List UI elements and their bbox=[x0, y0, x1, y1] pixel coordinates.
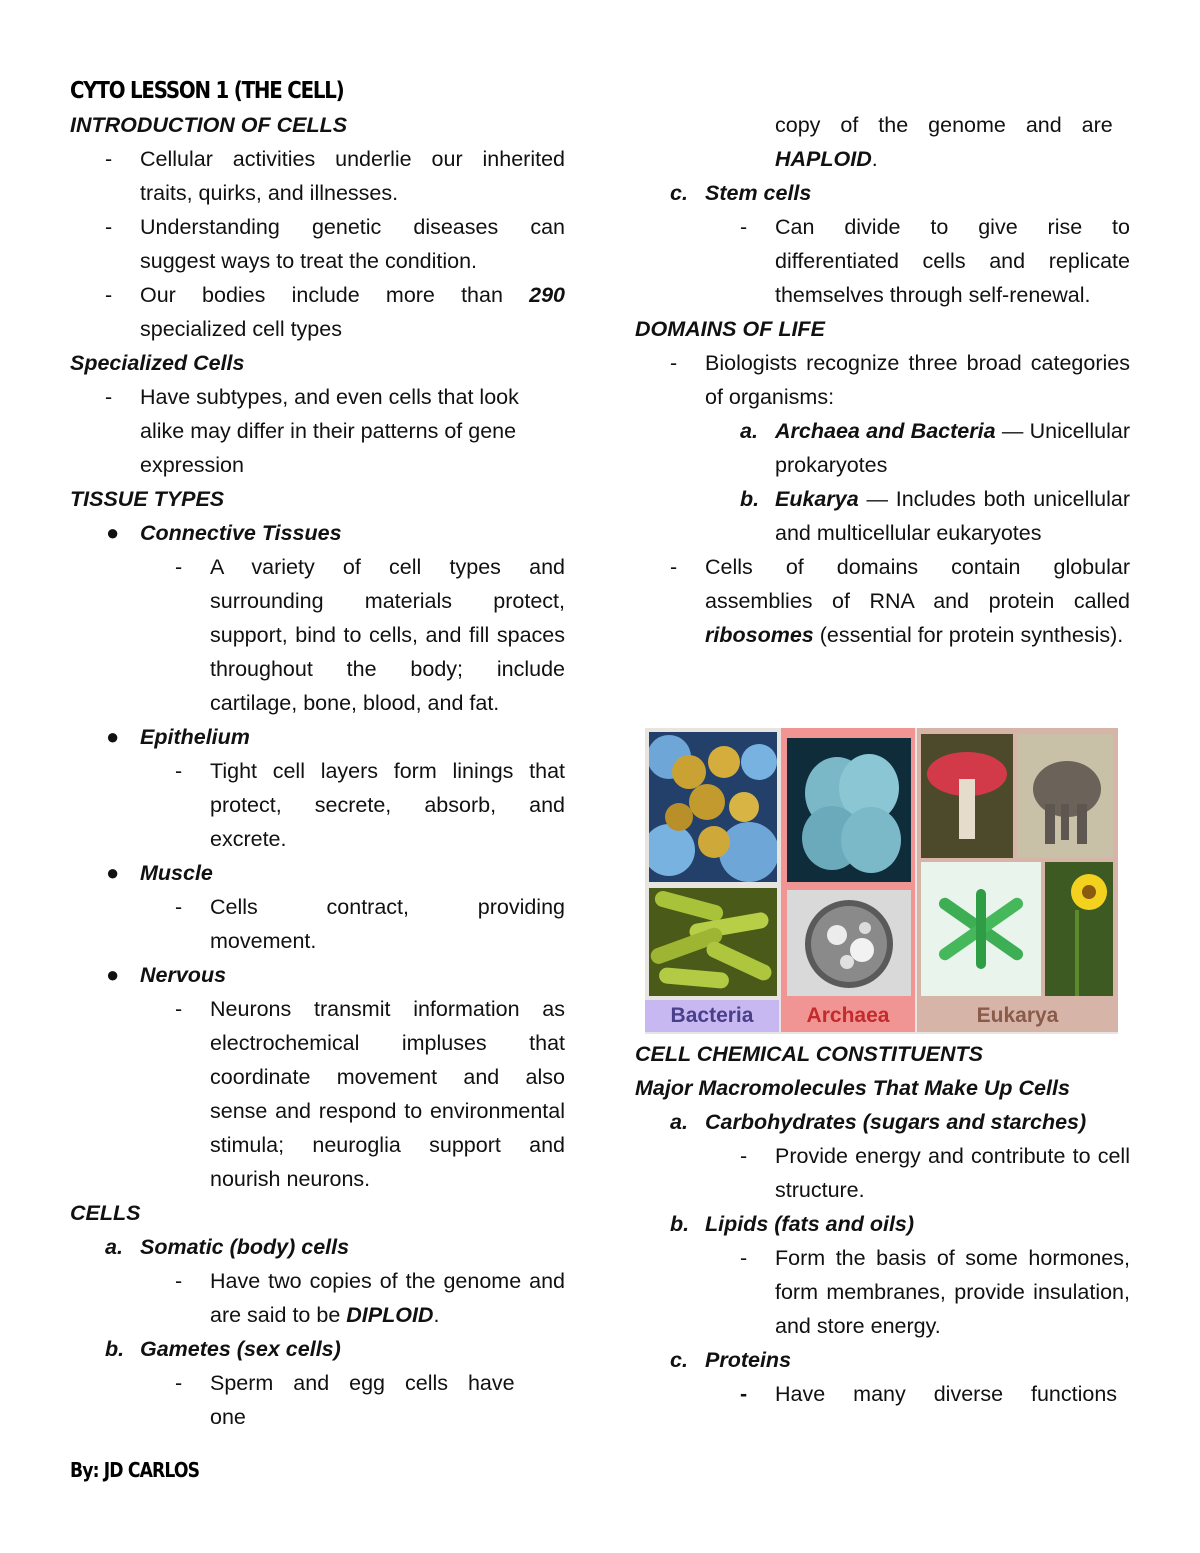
proteins-label: c. Proteins bbox=[670, 1348, 792, 1372]
domains-of-life-figure bbox=[645, 728, 1118, 1034]
tissue-epithelium-label: ● Epithelium bbox=[106, 724, 250, 749]
flower-illustration bbox=[1045, 862, 1113, 996]
specialized-cells-heading: Specialized Cells bbox=[70, 351, 245, 375]
cells-heading: CELLS bbox=[70, 1201, 141, 1225]
bacteria-cocci-illustration bbox=[649, 732, 777, 882]
algae-illustration bbox=[921, 862, 1041, 996]
right-column-lower bbox=[635, 1037, 1130, 1411]
domain-archaea-bacteria: a. Archaea and Bacteria — Unicellular prokaryotes bbox=[740, 419, 1130, 477]
domain-eukarya: b. Eukarya — Includes both unicellular and multicellular eukaryotes bbox=[740, 487, 1130, 545]
list-item: - Have two copies of the genome and are said to be DIPLOID. bbox=[175, 1269, 565, 1327]
list-item: - Cellular activities underlie our inherited traits, quirks, and illnesses. bbox=[105, 147, 565, 205]
list-item: - Biologists recognize three broad categories of organisms: bbox=[670, 351, 1130, 409]
domains-heading: DOMAINS OF LIFE bbox=[635, 317, 825, 341]
bacteria-rods-illustration bbox=[649, 888, 777, 996]
archaea-cell-illustration bbox=[787, 890, 911, 996]
list-item: - Neurons transmit information as electrochemical impluses that coordinate movement and also sense and respond to environmental stimula; neuroglia support and nourish neurons. bbox=[175, 997, 565, 1191]
tissue-types-heading: TISSUE TYPES bbox=[70, 487, 225, 511]
list-item: - Provide energy and contribute to cell structure. bbox=[740, 1144, 1130, 1202]
archaea-cocci-illustration bbox=[787, 738, 911, 882]
tissue-nervous-label: ● Nervous bbox=[106, 962, 227, 987]
bacteria-rods-image bbox=[649, 888, 777, 996]
caption-bacteria: Bacteria bbox=[645, 1000, 779, 1032]
list-item: - A variety of cell types and surrounding materials protect, support, bind to cells, and fill spaces throughout the body; include cartilage, bone, blood, and fat. bbox=[175, 555, 565, 715]
eukarya-flower-image bbox=[1045, 862, 1113, 996]
list-item: - Have subtypes, and even cells that look alike may differ in their patterns of gene expression bbox=[105, 385, 519, 477]
archaea-cell-image bbox=[787, 890, 911, 996]
macromolecules-heading: Major Macromolecules That Make Up Cells bbox=[635, 1076, 1070, 1100]
intro-heading: INTRODUCTION OF CELLS bbox=[70, 113, 348, 137]
list-item: - Tight cell layers form linings that protect, secrete, absorb, and excrete. bbox=[175, 759, 565, 851]
list-item: - Cells of domains contain globular assemblies of RNA and protein called ribosomes (essential for protein synthesis). bbox=[670, 555, 1130, 647]
list-item: - Cells contract, providing movement. bbox=[175, 895, 565, 953]
lipids-label: b. Lipids (fats and oils) bbox=[670, 1212, 915, 1236]
list-item: - Can divide to give rise to differentiated cells and replicate themselves through self-renewal. bbox=[740, 215, 1130, 307]
right-column bbox=[635, 108, 1130, 652]
carbohydrates-label: a. Carbohydrates (sugars and starches) bbox=[670, 1110, 1087, 1134]
archaea-cocci-image bbox=[787, 738, 911, 882]
stem-cells-label: c. Stem cells bbox=[670, 181, 812, 205]
bacteria-cocci-image bbox=[649, 732, 777, 882]
somatic-cells-label: a. Somatic (body) cells bbox=[105, 1235, 350, 1259]
list-item: - Have many diverse functions bbox=[740, 1382, 1118, 1406]
gametes-label: b. Gametes (sex cells) bbox=[105, 1337, 341, 1361]
document-title: CYTO LESSON 1 (THE CELL) bbox=[70, 78, 344, 104]
list-item: - Sperm and egg cells have one bbox=[175, 1371, 515, 1429]
mushroom-illustration bbox=[921, 734, 1013, 858]
list-item: - Our bodies include more than 290 specialized cell types bbox=[105, 283, 565, 341]
caption-archaea: Archaea bbox=[781, 1000, 915, 1032]
tissue-muscle-label: ● Muscle bbox=[106, 860, 213, 885]
eukarya-algae-image bbox=[921, 862, 1041, 996]
list-item: - Understanding genetic diseases can suggest ways to treat the condition. bbox=[105, 215, 565, 273]
eukarya-elephant-image bbox=[1017, 734, 1113, 858]
elephant-illustration bbox=[1017, 734, 1113, 858]
chemical-constituents-heading: CELL CHEMICAL CONSTITUENTS bbox=[635, 1042, 983, 1066]
tissue-connective-label: ● Connective Tissues bbox=[106, 520, 342, 545]
eukarya-mushroom-image bbox=[921, 734, 1013, 858]
caption-eukarya: Eukarya bbox=[917, 1000, 1118, 1032]
list-item-continued: copy of the genome and are HAPLOID. bbox=[775, 113, 1113, 171]
left-column bbox=[70, 108, 565, 1434]
document-footer: By: JD CARLOS bbox=[70, 1458, 200, 1482]
list-item: - Form the basis of some hormones, form membranes, provide insulation, and store energy. bbox=[740, 1246, 1130, 1338]
